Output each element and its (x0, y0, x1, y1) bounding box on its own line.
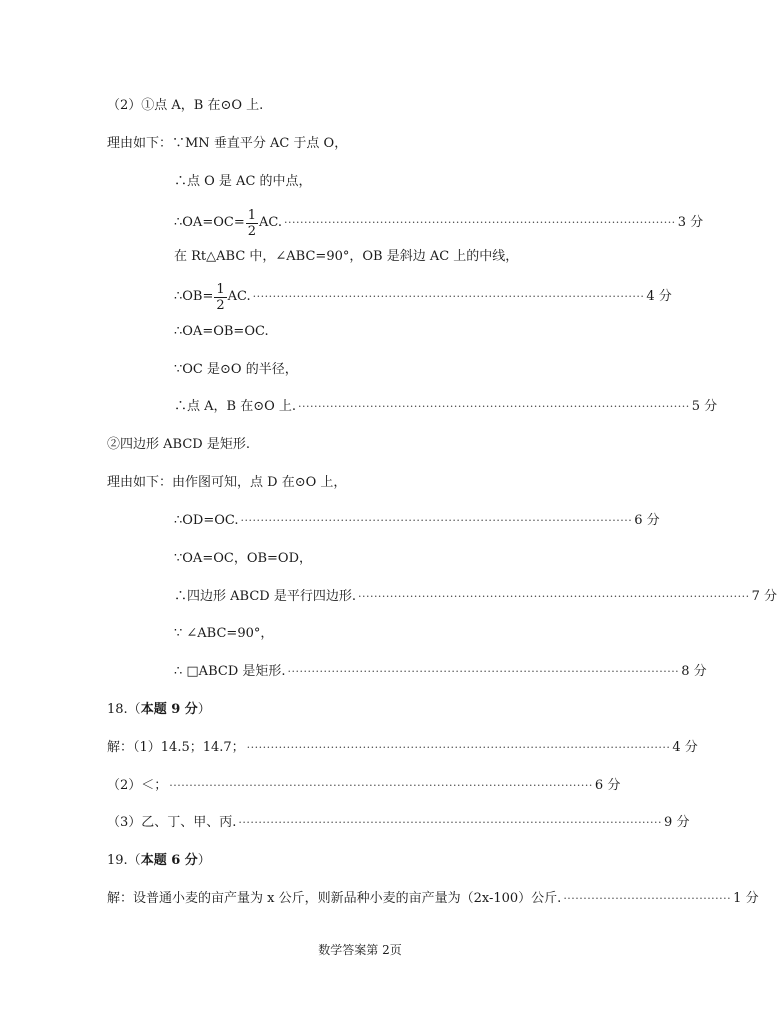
step-line: ∴OA=OB=OC. (174, 324, 269, 339)
step-line: ∵ ∠ABC=90°， (174, 626, 274, 641)
leader-dots: ·································································································· (287, 665, 680, 678)
question-heading-19: 19.（ 本题 6 分 ） (107, 853, 211, 868)
answer-line-scored: （3）乙、丁、甲、丙. ·········································································································· 9 分 (107, 813, 608, 833)
q17-part2-2-heading: ②四边形 ABCD 是矩形. (107, 437, 250, 452)
step-line-scored: ∴OA=OC= $\frac{1}{2}$ AC. ·································································································· 3 分 (174, 207, 704, 239)
leader-dots: ·································································································· (284, 216, 676, 229)
score-label: 4 分 (646, 289, 672, 304)
step-line: ∴点 O 是 AC 的中点， (174, 174, 312, 189)
fraction: $\frac{1}{2}$ (216, 281, 225, 313)
step-line-scored: ∴四边形 ABCD 是平行四边形. ·································································································· 7 分 (174, 587, 608, 607)
leader-dots: ·········································································································· (246, 741, 671, 754)
score-label: 8 分 (681, 664, 707, 679)
step-line-scored: ∴OB= $\frac{1}{2}$ AC. ·································································································· 4 分 (174, 281, 672, 313)
step-line-scored: ∴OD=OC. ·································································································· 6 分 (174, 511, 608, 531)
leader-dots: ·········································································································· (238, 816, 663, 829)
leader-dots: ·································································································· (298, 400, 690, 413)
leader-dots: ·········································· (563, 892, 732, 905)
leader-dots: ·································································································· (240, 514, 633, 527)
score-label: 9 分 (664, 815, 690, 830)
fraction: $\frac{1}{2}$ (247, 207, 256, 239)
step-line: 在 Rt△ABC 中，∠ABC=90°，OB 是斜边 AC 上的中线， (174, 249, 519, 264)
step-line: ∵OA=OC，OB=OD， (174, 551, 312, 566)
score-label: 7 分 (751, 589, 777, 604)
leader-dots: ·································································································· (252, 290, 645, 303)
step-line-scored: ∴点 A，B 在⊙O 上. ·································································································· 5 分 (174, 397, 608, 417)
answer-line-scored: 解：（1）14.5；14.7； ·········································································································· 4 分 (107, 738, 608, 758)
leader-dots: ·································································································· (357, 590, 750, 603)
step-line: ∵OC 是⊙O 的半径， (174, 362, 298, 377)
reason-line: 理由如下：∵MN 垂直平分 AC 于点 O， (107, 136, 348, 151)
q17-part2-1-heading: （2）①点 A，B 在⊙O 上. (107, 98, 264, 113)
step-line-scored: ∴ □ABCD 是矩形. ·································································································· 8 分 (174, 662, 608, 682)
answer-line-scored: （2）＜； ·········································································································· 6 分 (107, 776, 608, 796)
leader-dots: ·········································································································· (169, 779, 593, 792)
reason-line: 理由如下：由作图可知，点 D 在⊙O 上， (107, 475, 347, 490)
question-heading-18: 18.（ 本题 9 分 ） (107, 702, 211, 717)
score-label: 1 分 (733, 891, 759, 906)
page-footer: 数学答案第 2页 (318, 943, 402, 957)
score-label: 3 分 (677, 215, 704, 230)
score-label: 6 分 (634, 513, 660, 528)
score-label: 5 分 (691, 399, 718, 414)
answer-line-scored: 解：设普通小麦的亩产量为 x 公斤，则新品种小麦的亩产量为（2x-100）公斤. ·········································· 1 分 (107, 889, 608, 909)
score-label: 4 分 (672, 740, 698, 755)
score-label: 6 分 (594, 778, 621, 793)
